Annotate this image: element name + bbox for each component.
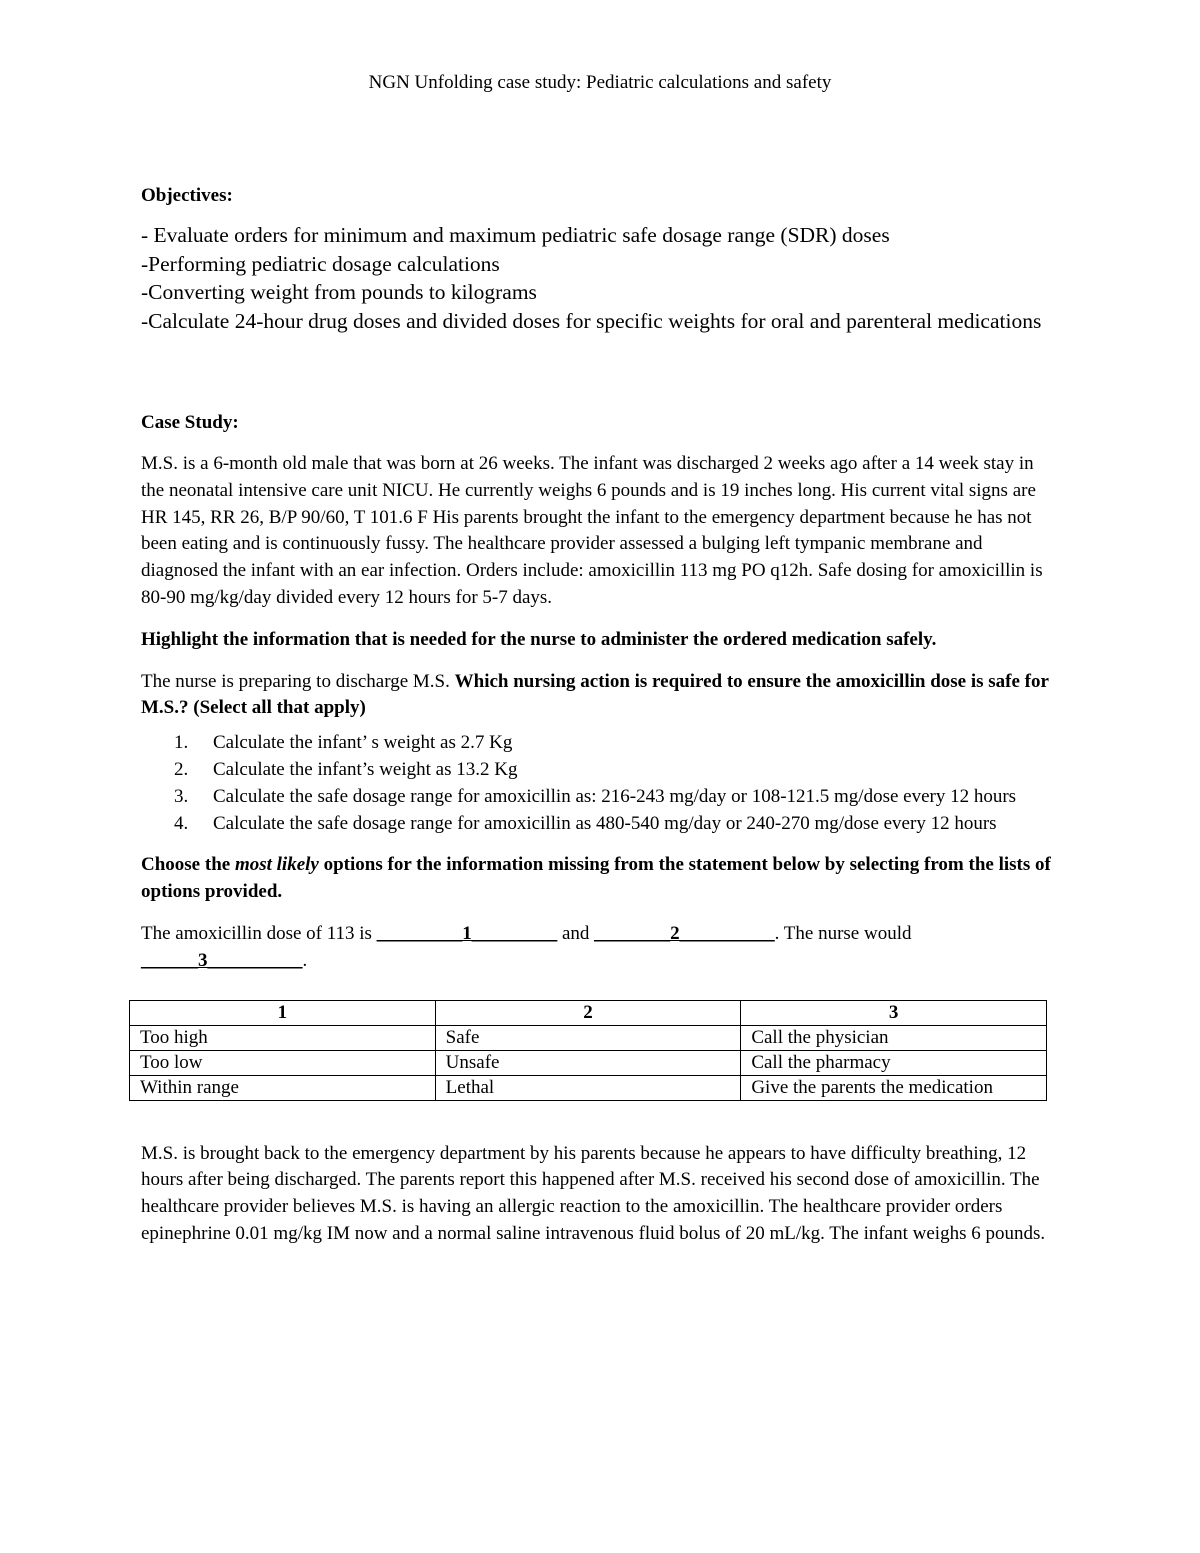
- highlight-instruction: Highlight the information that is needed for the nurse to administer the ordered medication safely.: [141, 628, 937, 650]
- statement-part: The amoxicillin dose of 113 is: [141, 922, 377, 944]
- question-1-text: [141, 669, 1061, 723]
- table-cell[interactable]: Within range: [130, 1075, 436, 1100]
- question-2-instruction: [141, 852, 1061, 906]
- objectives-list: [141, 221, 1061, 335]
- option-text: Calculate the infant’s weight as 13.2 Kg: [213, 758, 518, 780]
- table-header-row: [130, 1000, 1047, 1025]
- table-row: [130, 1050, 1047, 1075]
- table-cell[interactable]: Unsafe: [435, 1050, 741, 1075]
- option-text: Calculate the safe dosage range for amoxicillin as 480-540 mg/day or 240-270 mg/dose every 12 hours: [213, 812, 997, 834]
- document-body: [141, 185, 1061, 1248]
- option-number: 2.: [174, 758, 189, 780]
- table-header-cell: 3: [741, 1000, 1047, 1025]
- objective-item: -Calculate 24-hour drug doses and divided doses for specific weights for oral and parenteral medications: [141, 308, 1042, 333]
- blank-1[interactable]: _________1_________: [376, 922, 558, 944]
- table-row: [130, 1025, 1047, 1050]
- table-cell[interactable]: Call the pharmacy: [741, 1050, 1047, 1075]
- table-cell[interactable]: Safe: [435, 1025, 741, 1050]
- case-study-paragraph: M.S. is a 6-month old male that was born at 26 weeks. The infant was discharged 2 weeks ago after a 14 week stay in the neonatal intensive care unit NICU. He currently weighs 6 pounds and is 19 inches long. His current vital signs are HR 145, RR 26, B/P 90/60, T 101.6 F His parents brought the infant to the emergency department because he has not been eating and is continuously fussy. The healthcare provider assessed a bulging left tympanic membrane and diagnosed the infant with an ear infection. Orders include: amoxicillin 113 mg PO q12h. Safe dosing for amoxicillin is 80-90 mg/kg/day divided every 12 hours for 5-7 days.: [141, 453, 1043, 608]
- document-title: NGN Unfolding case study: Pediatric calculations and safety: [368, 72, 832, 93]
- blank-2[interactable]: ________2__________: [594, 922, 775, 944]
- statement-part: .: [302, 949, 308, 971]
- blank-3[interactable]: ______3__________: [141, 949, 303, 971]
- instruction-part: Choose the: [141, 854, 235, 876]
- question-2-statement: [141, 921, 1061, 975]
- table-cell[interactable]: Too low: [130, 1050, 436, 1075]
- question-1-options: [141, 730, 1061, 837]
- case-study-heading: Case Study:: [141, 412, 239, 433]
- table-row: [130, 1075, 1047, 1100]
- options-table: [129, 1000, 1047, 1101]
- objective-item: -Converting weight from pounds to kilograms: [141, 280, 537, 304]
- statement-part: and: [557, 922, 595, 944]
- table-cell[interactable]: Call the physician: [741, 1025, 1047, 1050]
- table-header-cell: 1: [130, 1000, 436, 1025]
- option-number: 1.: [174, 732, 189, 754]
- table-cell[interactable]: Lethal: [435, 1075, 741, 1100]
- question-1-prompt: Which nursing action is required to ensure the amoxicillin dose is safe for M.S.? (Select all that apply): [141, 670, 1049, 719]
- option-item[interactable]: [141, 757, 1061, 784]
- option-text: Calculate the infant’ s weight as 2.7 Kg: [213, 732, 513, 754]
- option-item[interactable]: [141, 784, 1061, 811]
- option-number: 4.: [174, 812, 189, 834]
- objectives-heading: Objectives:: [141, 185, 233, 206]
- table-header-cell: 2: [435, 1000, 741, 1025]
- followup-paragraph: M.S. is brought back to the emergency department by his parents because he appears to have difficulty breathing, 12 hours after being discharged. The parents report this happened after M.S. received his second dose of amoxicillin. The healthcare provider believes M.S. is having an allergic reaction to the amoxicillin. The healthcare provider orders epinephrine 0.01 mg/kg IM now and a normal saline intravenous fluid bolus of 20 mL/kg. The infant weighs 6 pounds.: [141, 1142, 1046, 1244]
- table-cell[interactable]: Give the parents the medication: [741, 1075, 1047, 1100]
- objective-item: -Performing pediatric dosage calculations: [141, 251, 500, 276]
- table-cell[interactable]: Too high: [130, 1025, 436, 1050]
- option-item[interactable]: [141, 811, 1061, 838]
- statement-part: . The nurse would: [774, 922, 912, 944]
- instruction-emphasis: most likely: [234, 854, 319, 876]
- option-number: 3.: [174, 785, 189, 807]
- instruction-part: options for the information missing from the statement below by selecting from the lists of options provided.: [141, 854, 1051, 903]
- objective-item: - Evaluate orders for minimum and maximum pediatric safe dosage range (SDR) doses: [141, 223, 890, 247]
- option-item[interactable]: [141, 730, 1061, 757]
- option-text: Calculate the safe dosage range for amoxicillin as: 216-243 mg/day or 108-121.5 mg/dose every 12 hours: [213, 785, 1017, 807]
- question-1-intro: The nurse is preparing to discharge M.S.: [141, 670, 455, 692]
